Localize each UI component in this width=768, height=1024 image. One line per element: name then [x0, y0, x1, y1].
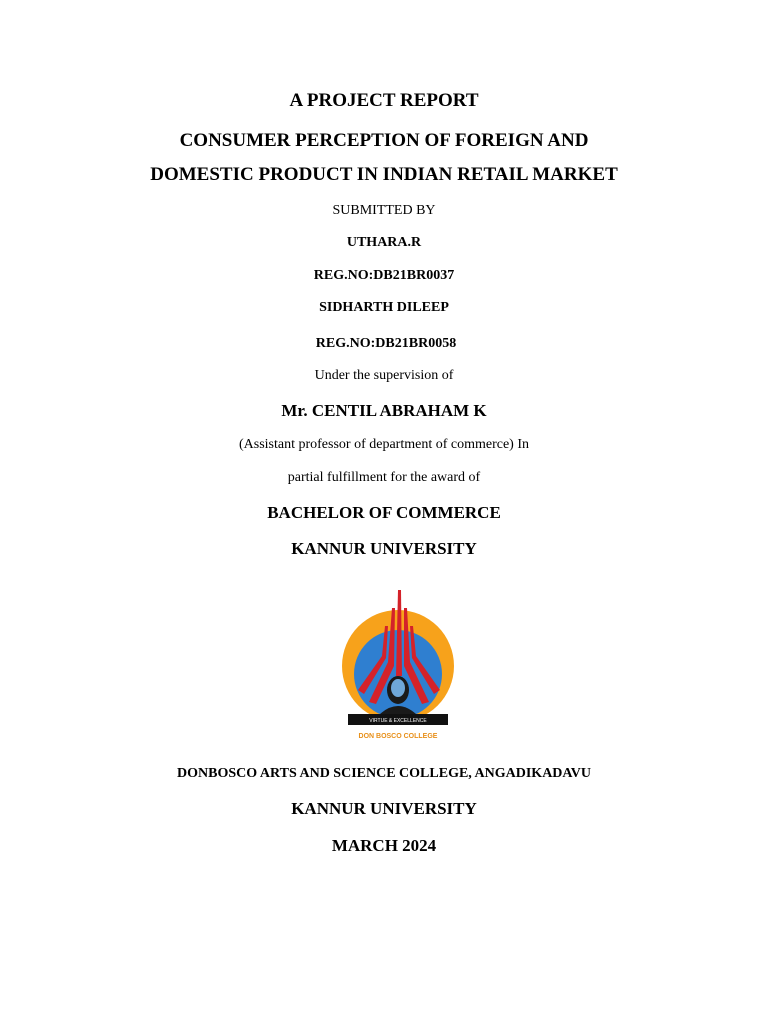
supervisor-role: (Assistant professor of department of commerce) In [238, 437, 529, 452]
student-reg-1: REG.NO:DB21BR0037 [313, 268, 455, 283]
university-name: KANNUR UNIVERSITY [291, 539, 477, 558]
submitted-by-label: SUBMITTED BY [332, 203, 436, 218]
report-date: MARCH 2024 [331, 836, 437, 855]
report-heading: A PROJECT REPORT [289, 90, 479, 111]
student-name-2: SIDHARTH DILEEP [319, 300, 449, 315]
supervisor-name: Mr. CENTIL ABRAHAM K [281, 401, 487, 420]
logo-banner-text: VIRTUE & EXCELLENCE [369, 718, 427, 724]
logo-college-text: DON BOSCO COLLEGE [358, 733, 438, 740]
university-footer: KANNUR UNIVERSITY [291, 799, 477, 818]
fulfillment-text: partial fulfillment for the award of [287, 470, 481, 485]
degree-name: BACHELOR OF COMMERCE [267, 503, 501, 522]
student-reg-2: REG.NO:DB21BR0058 [315, 336, 457, 351]
college-logo [336, 586, 462, 746]
college-name: DONBOSCO ARTS AND SCIENCE COLLEGE, ANGADIKADAVU [177, 766, 591, 781]
report-title-line-2: DOMESTIC PRODUCT IN INDIAN RETAIL MARKET [150, 164, 618, 185]
report-title-line-1: CONSUMER PERCEPTION OF FOREIGN AND [179, 130, 589, 151]
supervision-label: Under the supervision of [314, 368, 454, 383]
student-name-1: UTHARA.R [346, 235, 422, 250]
